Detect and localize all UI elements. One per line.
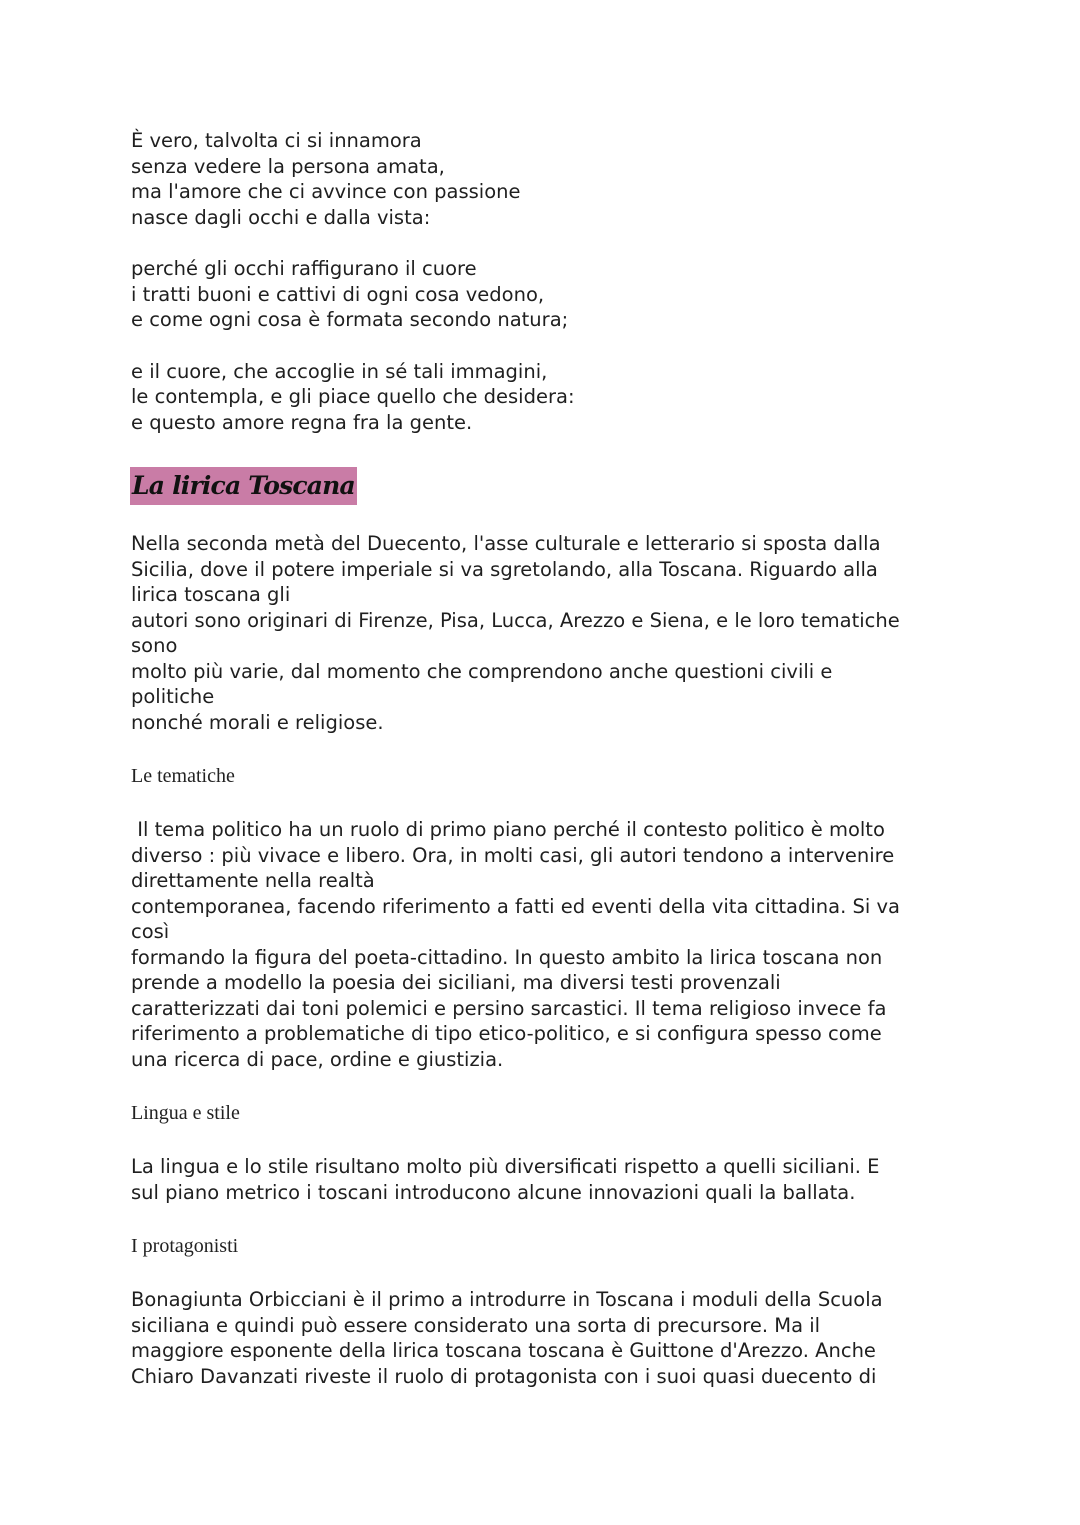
paragraph-line: caratterizzati dai toni polemici e persino sarcastici. Il tema religioso invece fa <box>131 996 887 1020</box>
lingua-paragraph <box>131 1154 961 1205</box>
section-heading-highlight <box>130 467 357 505</box>
protagonisti-paragraph <box>131 1287 961 1389</box>
paragraph-line: riferimento a problematiche di tipo etico-politico, e si configura spesso come <box>131 1022 882 1045</box>
section-title: La lirica Toscana <box>132 471 355 500</box>
paragraph-line: maggiore esponente della lirica toscana toscana è Guittone d'Arezzo. Anche <box>131 1339 876 1362</box>
paragraph-line: nonché morali e religiose. <box>131 710 384 734</box>
poem-line: senza vedere la persona amata, <box>131 154 445 178</box>
poem-line: perché gli occhi raffigurano il cuore <box>131 257 477 280</box>
paragraph-line: autori sono originari di Firenze, Pisa, Lucca, Arezzo e Siena, e le loro tematiche <box>131 608 900 632</box>
paragraph-line: Sicilia, dove il potere imperiale si va sgretolando, alla Toscana. Riguardo alla <box>131 557 878 581</box>
paragraph-line: sono <box>131 634 178 657</box>
paragraph-line: Il tema politico ha un ruolo di primo piano perché il contesto politico è molto <box>131 818 885 841</box>
intro-paragraph <box>131 531 961 735</box>
poem-line: le contempla, e gli piace quello che desidera: <box>131 385 575 408</box>
paragraph-line: politiche <box>131 685 215 708</box>
poem-line: i tratti buoni e cattivi di ogni cosa vedono, <box>131 282 545 306</box>
paragraph-line: una ricerca di pace, ordine e giustizia. <box>131 1047 504 1071</box>
subheading-lingua: Lingua e stile <box>131 1102 240 1124</box>
tematiche-paragraph <box>131 817 961 1072</box>
poem-stanza-1 <box>131 128 961 230</box>
subheading-protagonisti: I protagonisti <box>131 1235 239 1257</box>
paragraph-line: molto più varie, dal momento che comprendono anche questioni civili e <box>131 659 833 683</box>
paragraph-line: prende a modello la poesia dei siciliani, ma diversi testi provenzali <box>131 971 781 994</box>
section-heading-wrapper <box>131 461 961 505</box>
poem-stanza-3 <box>131 359 961 436</box>
poem-line: e il cuore, che accoglie in sé tali immagini, <box>131 359 548 383</box>
poem-line: È vero, talvolta ci si innamora <box>131 129 422 152</box>
paragraph-line: contemporanea, facendo riferimento a fatti ed eventi della vita cittadina. Si va <box>131 894 900 918</box>
paragraph-line: siciliana e quindi può essere considerato una sorta di precursore. Ma il <box>131 1313 821 1337</box>
paragraph-line: così <box>131 920 170 943</box>
paragraph-line: sul piano metrico i toscani introducono alcune innovazioni quali la ballata. <box>131 1180 856 1204</box>
paragraph-line: diverso : più vivace e libero. Ora, in molti casi, gli autori tendono a intervenire <box>131 843 895 867</box>
paragraph-line: formando la figura del poeta-cittadino. In questo ambito la lirica toscana non <box>131 945 883 969</box>
paragraph-line: Nella seconda metà del Duecento, l'asse culturale e letterario si sposta dalla <box>131 532 881 555</box>
poem-stanza-2 <box>131 256 961 333</box>
paragraph-line: direttamente nella realtà <box>131 869 375 892</box>
poem-line: nasce dagli occhi e dalla vista: <box>131 205 431 229</box>
paragraph-line: La lingua e lo stile risultano molto più diversificati rispetto a quelli siciliani. E <box>131 1155 880 1178</box>
poem-line: ma l'amore che ci avvince con passione <box>131 180 521 203</box>
document-page <box>131 128 961 1389</box>
poem-line: e come ogni cosa è formata secondo natura; <box>131 308 569 331</box>
subheading-tematiche: Le tematiche <box>131 765 235 787</box>
poem <box>131 128 961 435</box>
paragraph-line: Bonagiunta Orbicciani è il primo a introdurre in Toscana i moduli della Scuola <box>131 1288 883 1311</box>
poem-line: e questo amore regna fra la gente. <box>131 410 473 434</box>
paragraph-line: Chiaro Davanzati riveste il ruolo di protagonista con i suoi quasi duecento di <box>131 1364 877 1388</box>
paragraph-line: lirica toscana gli <box>131 583 291 606</box>
